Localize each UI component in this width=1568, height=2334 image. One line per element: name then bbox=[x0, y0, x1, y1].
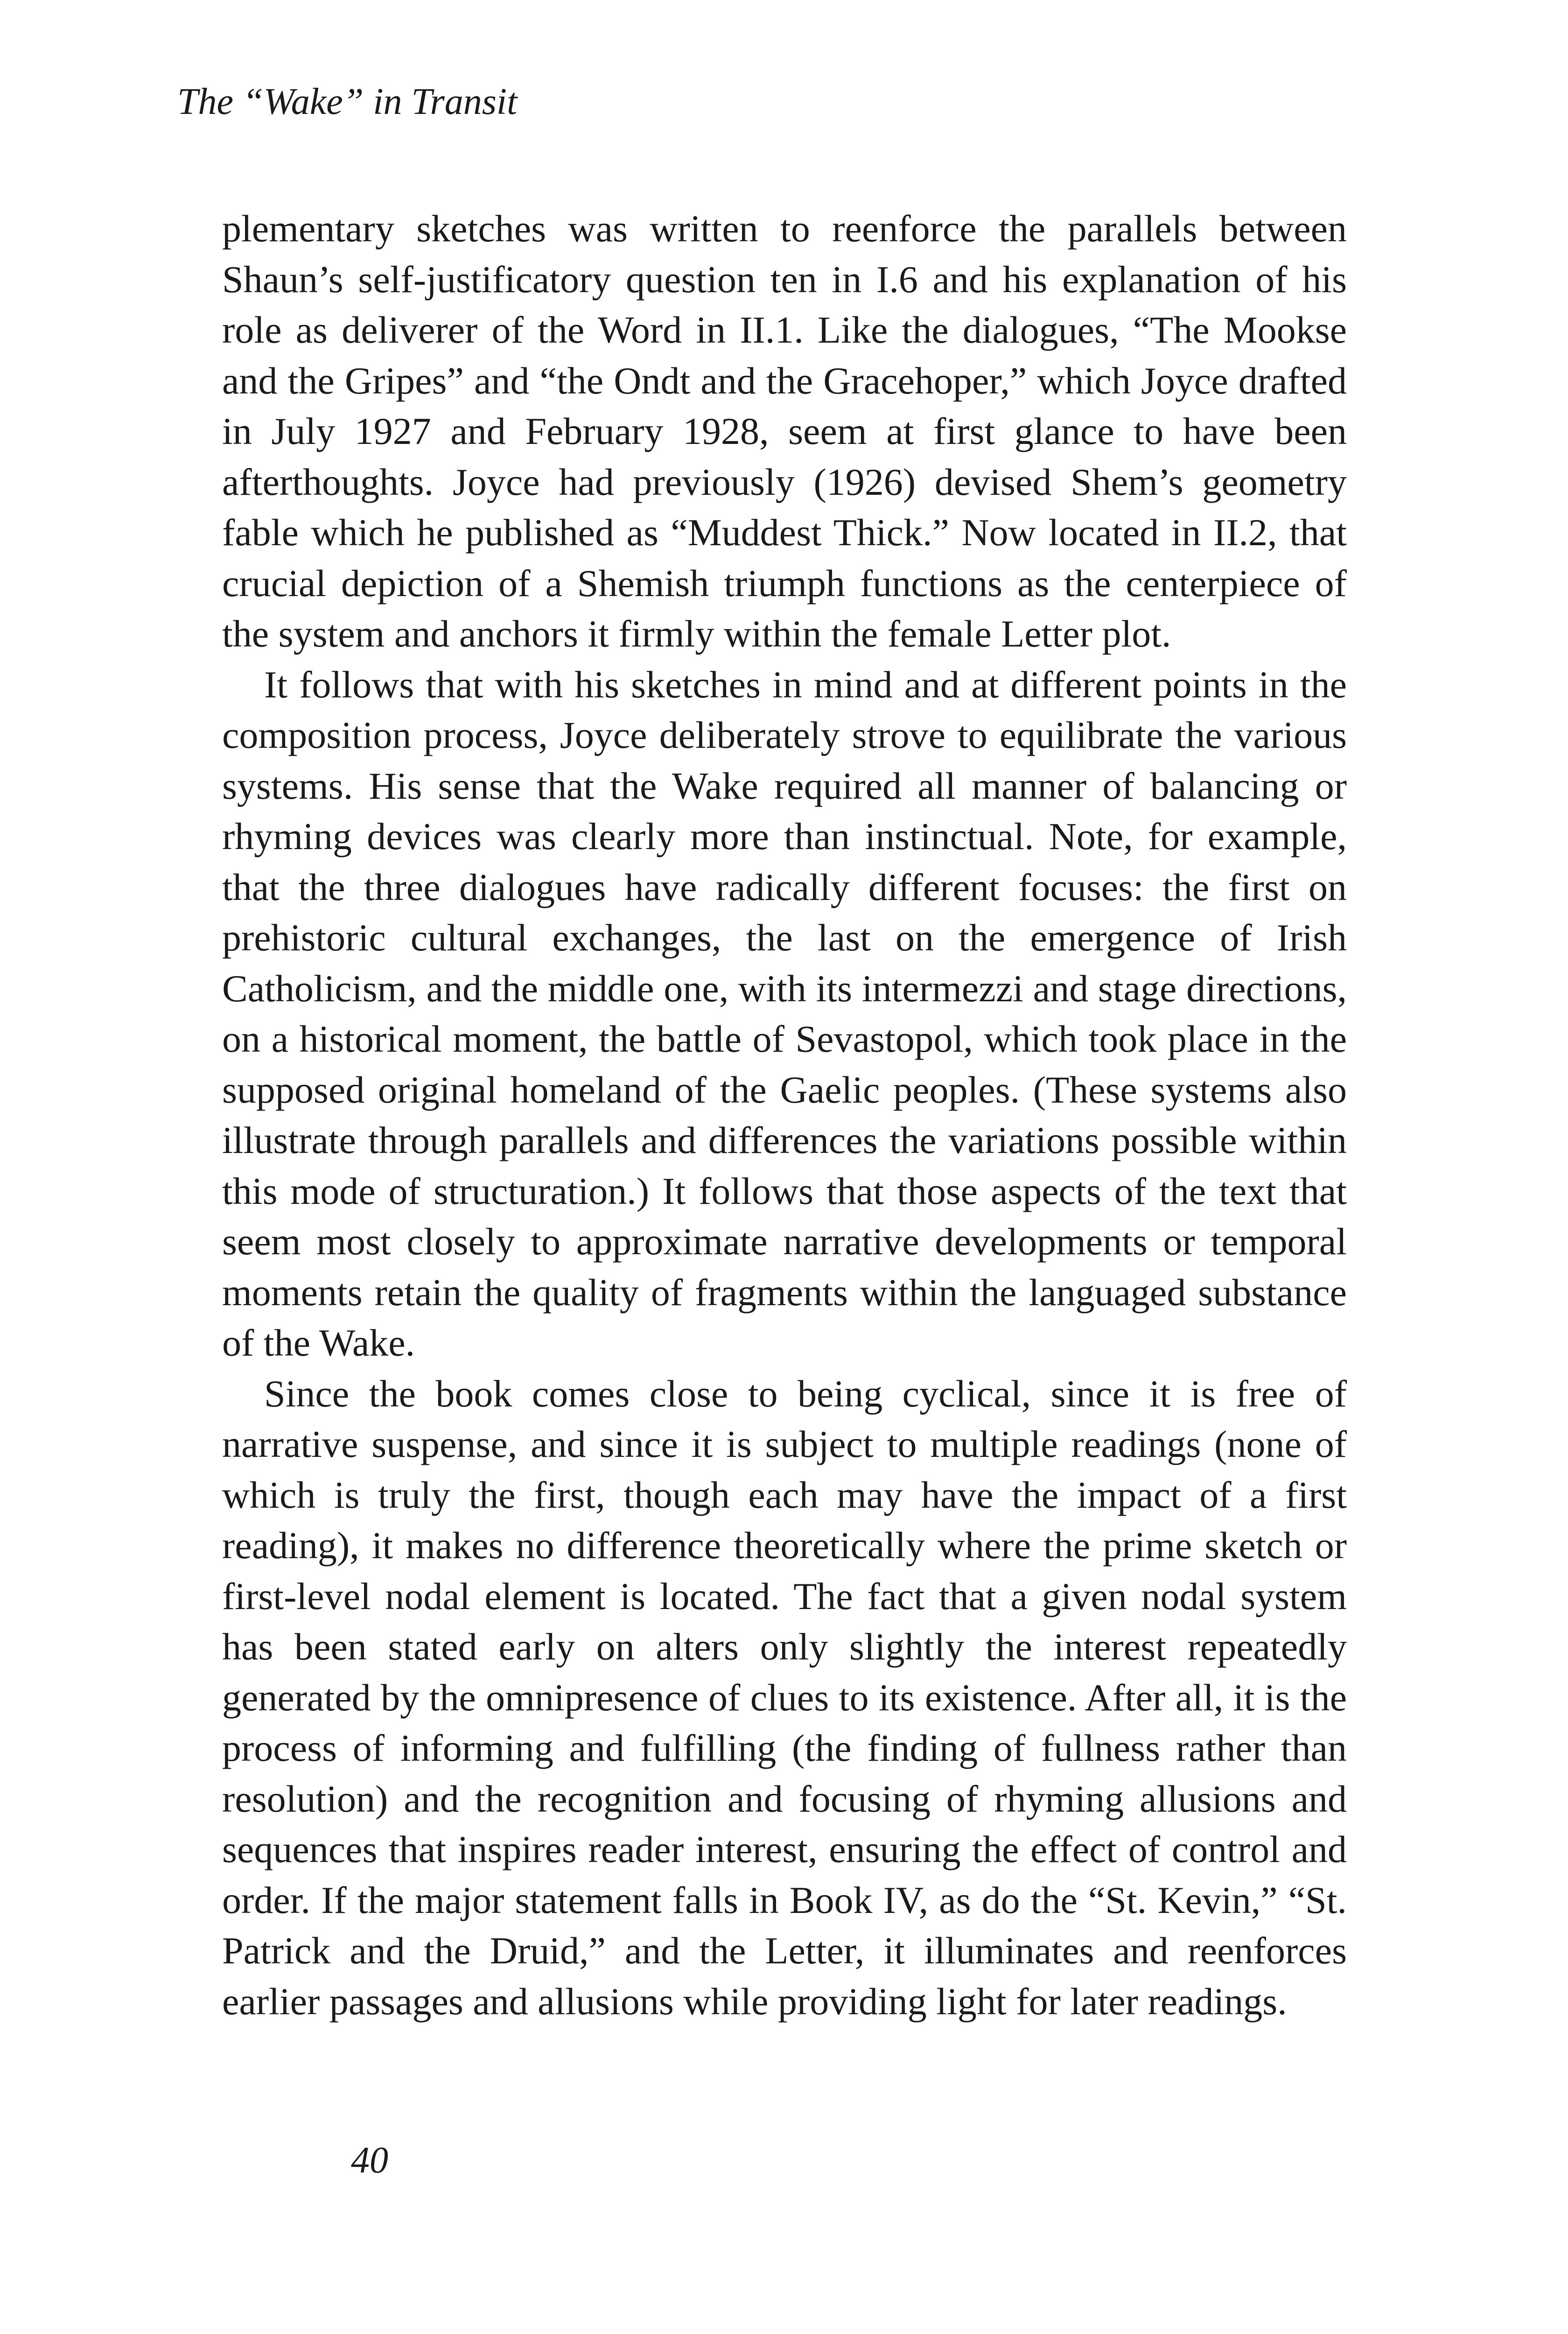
body-text bbox=[222, 204, 1347, 2027]
page-number: 40 bbox=[351, 2140, 388, 2181]
running-head-title: The “Wake” in Transit bbox=[177, 81, 518, 122]
paragraph-2: It follows that with his sketches in mind and at different points in the composition process, Joyce deliberately strove to equilibrate the various systems. His sense that the Wake required all manner of balancing or rhyming devices was clearly more than instinctual. Note, for example, that the three dialogues have radically different focuses: the first on prehistoric cultural exchanges, the last on the emergence of Irish Catholicism, and the middle one, with its intermezzi and stage directions, on a historical moment, the battle of Sevastopol, which took place in the supposed original homeland of the Gaelic peoples. (These systems also illustrate through parallels and differences the variations possible within this mode of structuration.) It follows that those aspects of the text that seem most closely to approximate narrative developments or temporal moments retain the quality of fragments within the languaged substance of the Wake. bbox=[222, 663, 1347, 1364]
paragraph-3: Since the book comes close to being cyclical, since it is free of narrative suspense, and since it is subject to multiple readings (none of which is truly the first, though each may have the impact of a first reading), it makes no difference theoretically where the prime sketch or first-level nodal element is located. The fact that a given nodal system has been stated early on alters only slightly the interest repeatedly generated by the omnipresence of clues to its existence. After all, it is the process of informing and fulfilling (the finding of fullness rather than resolution) and the recognition and focusing of rhyming allusions and sequences that inspires reader interest, ensuring the effect of control and order. If the major statement falls in Book IV, as do the “St. Kevin,” “St. Patrick and the Druid,” and the Letter, it illuminates and reenforces earlier passages and allusions while providing light for later readings. bbox=[222, 1372, 1347, 2023]
paragraph-1: plementary sketches was written to reenforce the parallels between Shaun’s self-justificatory question ten in I.6 and his explanation of his role as deliverer of the Word in II.1. Like the dialogues, “The Mookse and the Gripes” and “the Ondt and the Gracehoper,” which Joyce drafted in July 1927 and February 1928, seem at first glance to have been afterthoughts. Joyce had previously (1926) devised Shem’s geometry fable which he published as “Muddest Thick.” Now located in II.2, that crucial depiction of a Shemish triumph functions as the centerpiece of the system and anchors it firmly within the female Letter plot. bbox=[222, 207, 1347, 655]
